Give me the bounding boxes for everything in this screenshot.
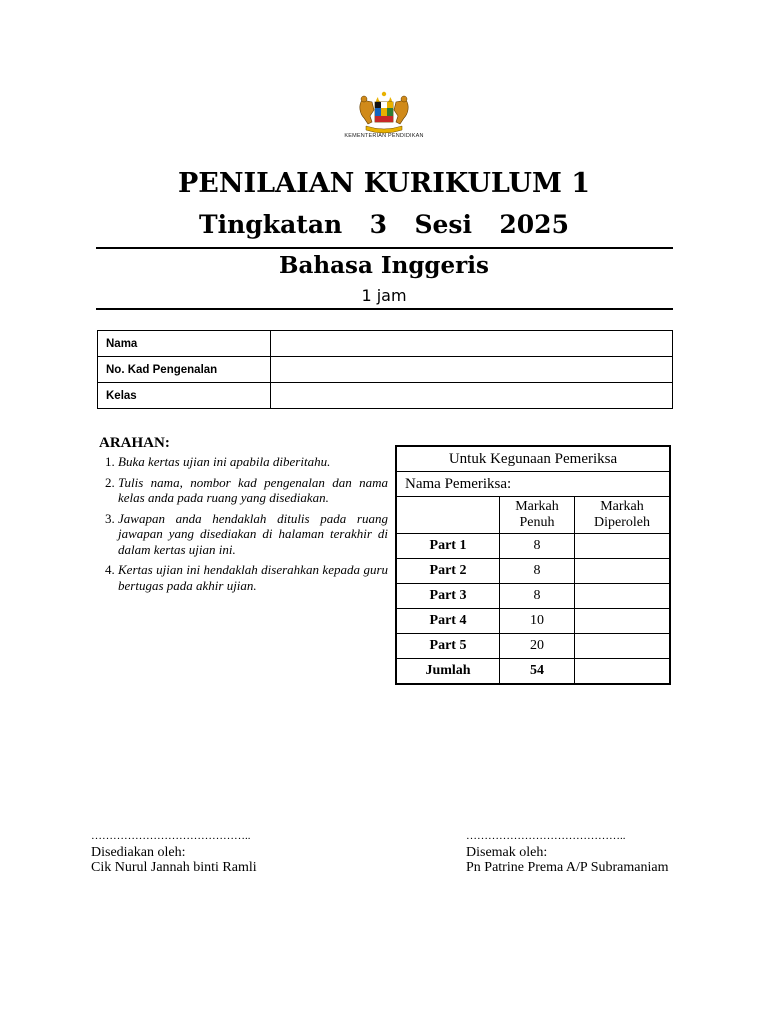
info-field-name[interactable] xyxy=(271,331,673,357)
total-label: Jumlah xyxy=(396,659,500,685)
total-full-mark: 54 xyxy=(500,659,575,685)
subject-title: Bahasa Inggeris xyxy=(279,252,489,279)
instructions-list xyxy=(100,454,388,598)
instructions-heading: ARAHAN: xyxy=(99,435,170,451)
exam-duration: 1 jam xyxy=(361,286,407,305)
checked-by-name: Pn Patrine Prema A/P Subramaniam xyxy=(466,860,669,875)
table-row xyxy=(396,534,670,559)
info-label-ic: No. Kad Pengenalan xyxy=(98,357,271,383)
part-full-mark: 20 xyxy=(500,634,575,659)
part-obtained-mark[interactable] xyxy=(575,634,671,659)
table-row xyxy=(396,609,670,634)
prepared-by-name: Cik Nurul Jannah binti Ramli xyxy=(91,860,257,875)
info-field-ic[interactable] xyxy=(271,357,673,383)
marks-table-heading: Untuk Kegunaan Pemeriksa xyxy=(396,446,670,472)
part-full-mark: 8 xyxy=(500,534,575,559)
table-row xyxy=(98,383,673,409)
divider-bottom xyxy=(96,308,673,310)
table-row xyxy=(396,634,670,659)
page-title: PENILAIAN KURIKULUM 1 xyxy=(177,168,591,199)
prepared-by-block xyxy=(91,829,257,876)
part-label: Part 1 xyxy=(396,534,500,559)
table-row xyxy=(396,584,670,609)
prepared-by-label: Disediakan oleh: xyxy=(91,844,186,860)
student-info-table xyxy=(97,330,673,409)
ministry-name: KEMENTERIAN PENDIDIKAN xyxy=(344,133,424,139)
part-full-mark: 10 xyxy=(500,609,575,634)
list-item: 1. Buka kertas ujian ini apabila diberitahu. xyxy=(118,454,388,470)
marks-header-blank xyxy=(396,497,500,534)
table-row xyxy=(98,357,673,383)
total-obtained-mark[interactable] xyxy=(575,659,671,685)
part-obtained-mark[interactable] xyxy=(575,534,671,559)
marks-header-obtained: Markah Diperoleh xyxy=(575,497,671,534)
ministry-crest-logo xyxy=(356,88,412,136)
part-full-mark: 8 xyxy=(500,584,575,609)
checked-by-block xyxy=(466,829,668,876)
divider-top xyxy=(96,247,673,249)
part-obtained-mark[interactable] xyxy=(575,609,671,634)
part-label: Part 5 xyxy=(396,634,500,659)
signature-line: …………………………………….. xyxy=(466,830,626,842)
part-full-mark: 8 xyxy=(500,559,575,584)
table-row xyxy=(396,559,670,584)
info-field-class[interactable] xyxy=(271,383,673,409)
table-row xyxy=(396,659,670,685)
examiner-marks-table xyxy=(395,445,671,685)
table-row xyxy=(98,331,673,357)
part-obtained-mark[interactable] xyxy=(575,559,671,584)
page-subtitle: Tingkatan 3 Sesi 2025 xyxy=(199,210,569,239)
marks-header-full: Markah Penuh xyxy=(500,497,575,534)
info-label-name: Nama xyxy=(98,331,271,357)
signature-line: …………………………………….. xyxy=(91,830,251,842)
list-item: 3. Jawapan anda hendaklah ditulis pada ruang jawapan yang disediakan di halaman terakhir di dalam kertas ujian ini. xyxy=(118,511,388,558)
list-item: 4. Kertas ujian ini hendaklah diserahkan kepada guru bertugas pada akhir ujian. xyxy=(118,562,388,593)
part-label: Part 4 xyxy=(396,609,500,634)
part-obtained-mark[interactable] xyxy=(575,584,671,609)
checked-by-label: Disemak oleh: xyxy=(466,844,548,860)
info-label-class: Kelas xyxy=(98,383,271,409)
list-item: 2. Tulis nama, nombor kad pengenalan dan nama kelas anda pada ruang yang disediakan. xyxy=(118,475,388,506)
part-label: Part 3 xyxy=(396,584,500,609)
part-label: Part 2 xyxy=(396,559,500,584)
examiner-name-field[interactable]: Nama Pemeriksa: xyxy=(396,472,670,497)
